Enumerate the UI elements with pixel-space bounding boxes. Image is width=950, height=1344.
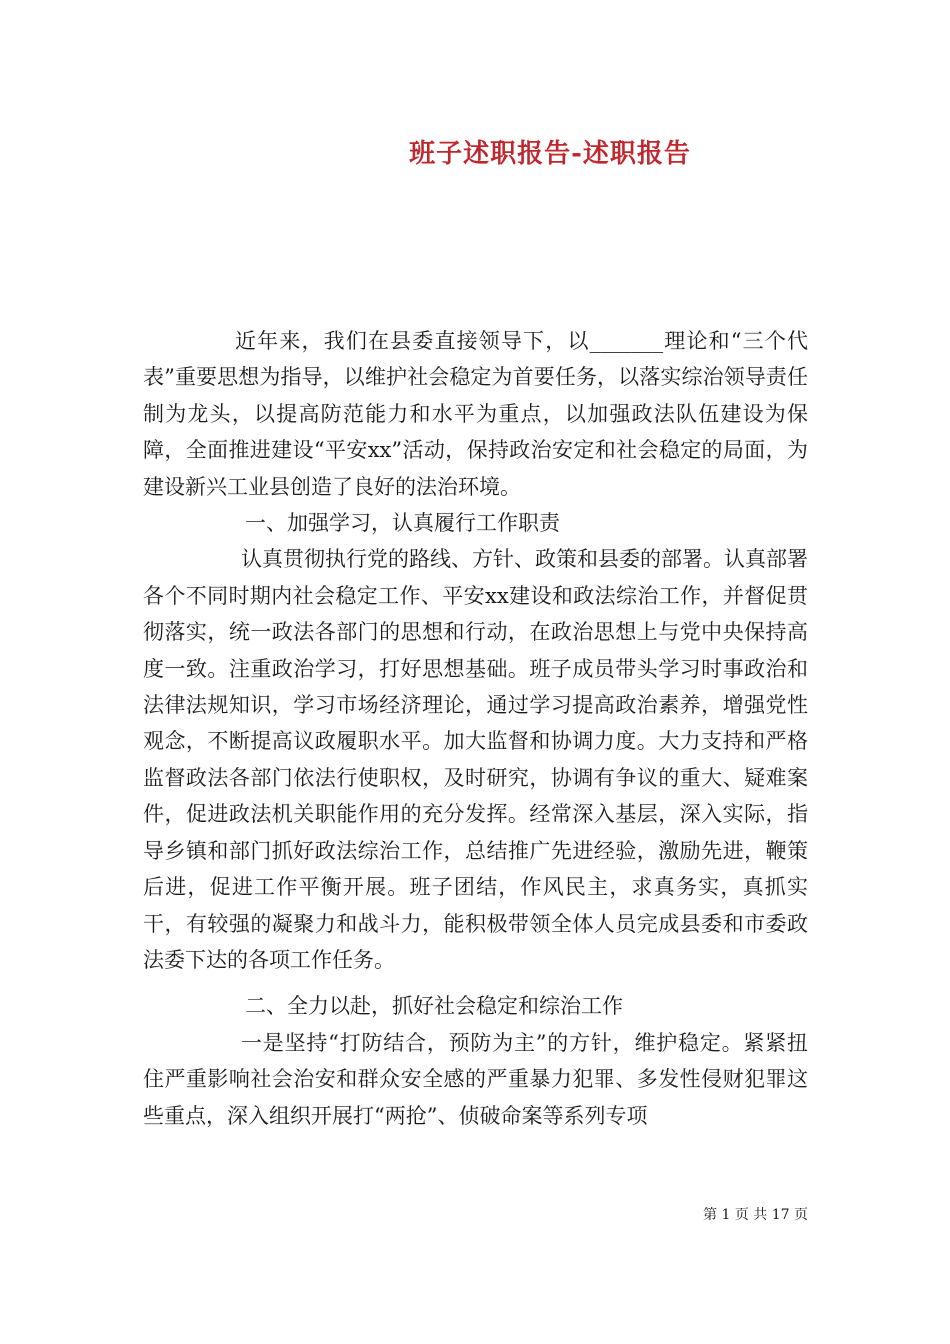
intro-paragraph: 近年来，我们在县委直接领导下，以_______理论和“三个代表”重要思想为指导，以维护社会稳定为首要任务，以落实综治领导责任制为龙头，以提高防范能力和水平为重点，以加强政法队伍建设为保障，全面推进建设“平安xx”活动，保持政治安定和社会稳定的局面，为建设新兴工业县创造了良好的法治环境。 [143,329,808,499]
document-body [143,323,808,1134]
section-heading-2: 二、全力以赴，抓好社会稳定和综治工作 [245,994,623,1019]
document-title: 班子述职报告-述职报告 [409,139,691,169]
section-heading-1: 一、加强学习，认真履行工作职责 [245,511,560,536]
body-paragraph-1: 认真贯彻执行党的路线、方针、政策和县委的部署。认真部署各个不同时期内社会稳定工作、平安xx建设和政法综治工作，并督促贯彻落实，统一政法各部门的思想和行动，在政治思想上与党中央保持高度一致。注重政治学习，打好思想基础。班子成员带头学习时事政治和法律法规知识，学习市场经济理论，通过学习提高政治素养，增强党性观念，不断提高议政履职水平。加大监督和协调力度。大力支持和严格监督政法各部门依法行使职权，及时研究，协调有争议的重大、疑难案件，促进政法机关职能作用的充分发挥。经常深入基层，深入实际，指导乡镇和部门抓好政法综治工作，总结推广先进经验，激励先进，鞭策后进，促进工作平衡开展。班子团结，作风民主，求真务实，真抓实干，有较强的凝聚力和战斗力，能积极带领全体人员完成县委和市委政法委下达的各项工作任务。 [143,547,808,972]
page-number: 第 1 页 共 17 页 [703,1207,808,1223]
body-paragraph-2: 一是坚持“打防结合，预防为主”的方针，维护稳定。紧紧扭住严重影响社会治安和群众安全感的严重暴力犯罪、多发性侵财犯罪这些重点，深入组织开展打“两抢”、侦破命案等系列专项 [143,1030,808,1128]
